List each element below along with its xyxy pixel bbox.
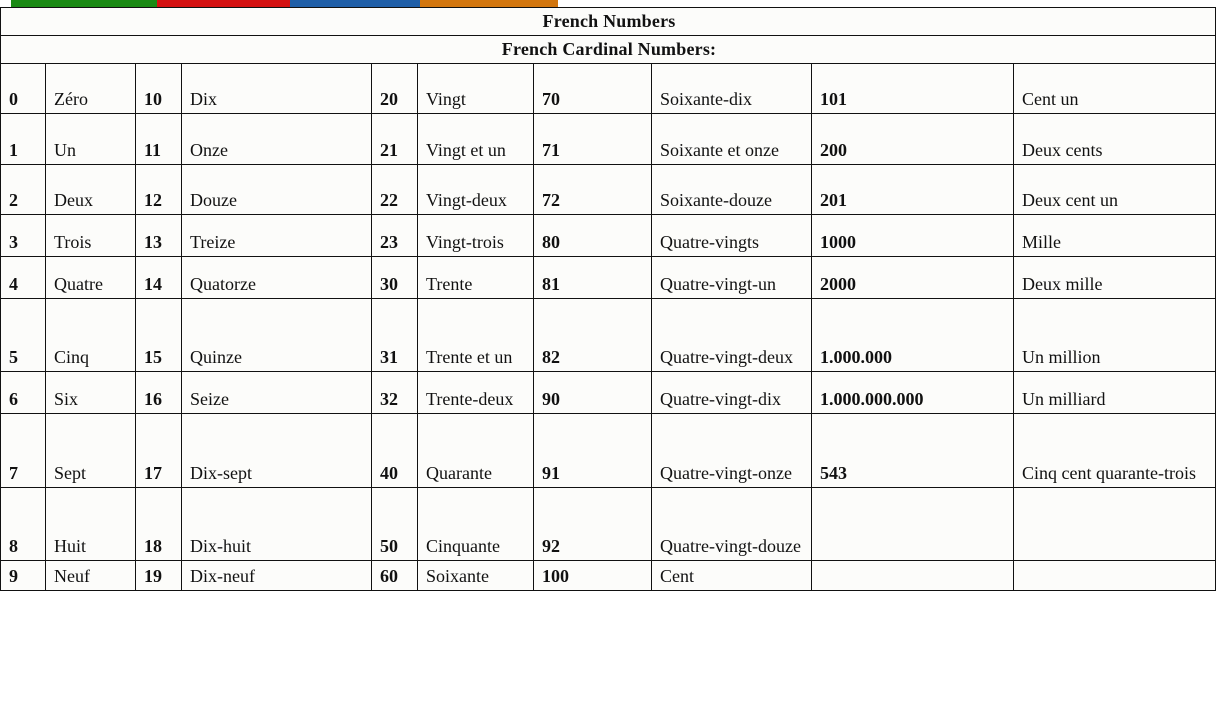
french-word-cell: Quatorze: [182, 257, 372, 299]
numeral-cell: 543: [812, 414, 1014, 488]
table-row: [1, 299, 1216, 372]
numeral-cell: 11: [136, 114, 182, 165]
numeral-cell: 20: [372, 64, 418, 114]
numeral-cell: 15: [136, 299, 182, 372]
page-title: French Numbers: [1, 8, 1216, 36]
french-word-cell: Dix-huit: [182, 488, 372, 561]
numeral-cell: 72: [534, 165, 652, 215]
french-word-cell: Vingt et un: [418, 114, 534, 165]
numeral-cell: 31: [372, 299, 418, 372]
french-word-cell: Trois: [46, 215, 136, 257]
table-row: [1, 414, 1216, 488]
decorative-color-bar: [0, 0, 1015, 7]
numeral-cell: 200: [812, 114, 1014, 165]
numeral-cell: 90: [534, 372, 652, 414]
numeral-cell: 1000: [812, 215, 1014, 257]
french-word-cell: Deux cent un: [1014, 165, 1216, 215]
numeral-cell: 40: [372, 414, 418, 488]
numeral-cell: 80: [534, 215, 652, 257]
french-numbers-table: [0, 7, 1216, 591]
numeral-cell: 22: [372, 165, 418, 215]
french-word-cell: Un milliard: [1014, 372, 1216, 414]
table-row: [1, 215, 1216, 257]
french-word-cell: Cent: [652, 561, 812, 591]
french-word-cell: Quatre: [46, 257, 136, 299]
french-word-cell: Quatre-vingt-un: [652, 257, 812, 299]
french-word-cell: Soixante et onze: [652, 114, 812, 165]
table-row: [1, 257, 1216, 299]
numeral-cell: 12: [136, 165, 182, 215]
french-word-cell: [1014, 488, 1216, 561]
table-row: [1, 114, 1216, 165]
numeral-cell: 10: [136, 64, 182, 114]
green-segment: [11, 0, 157, 7]
french-word-cell: Sept: [46, 414, 136, 488]
orange-segment: [420, 0, 558, 7]
french-word-cell: Trente-deux: [418, 372, 534, 414]
french-word-cell: Vingt-trois: [418, 215, 534, 257]
french-word-cell: Onze: [182, 114, 372, 165]
numeral-cell: 71: [534, 114, 652, 165]
french-word-cell: Quatre-vingt-dix: [652, 372, 812, 414]
numeral-cell: 100: [534, 561, 652, 591]
numeral-cell: 0: [1, 64, 46, 114]
french-word-cell: Dix-sept: [182, 414, 372, 488]
table-body: [1, 8, 1216, 64]
french-word-cell: Cinq: [46, 299, 136, 372]
french-word-cell: Dix-neuf: [182, 561, 372, 591]
french-word-cell: Treize: [182, 215, 372, 257]
french-word-cell: Quinze: [182, 299, 372, 372]
table-row: [1, 488, 1216, 561]
french-word-cell: Zéro: [46, 64, 136, 114]
french-word-cell: Mille: [1014, 215, 1216, 257]
section-subtitle: French Cardinal Numbers:: [1, 36, 1216, 64]
red-segment: [157, 0, 290, 7]
subtitle-row: [1, 36, 1216, 64]
table-row: [1, 372, 1216, 414]
french-word-cell: Quatre-vingts: [652, 215, 812, 257]
french-word-cell: [1014, 561, 1216, 591]
french-word-cell: Quarante: [418, 414, 534, 488]
numeral-cell: 92: [534, 488, 652, 561]
numeral-cell: 30: [372, 257, 418, 299]
numeral-cell: 17: [136, 414, 182, 488]
numeral-cell: 1.000.000.000: [812, 372, 1014, 414]
numeral-cell: 1: [1, 114, 46, 165]
numeral-cell: 5: [1, 299, 46, 372]
numeral-cell: 13: [136, 215, 182, 257]
page-body: [0, 7, 1196, 591]
numeral-cell: 91: [534, 414, 652, 488]
french-word-cell: Deux mille: [1014, 257, 1216, 299]
numeral-cell: 18: [136, 488, 182, 561]
french-word-cell: Huit: [46, 488, 136, 561]
french-word-cell: Neuf: [46, 561, 136, 591]
french-word-cell: Cinquante: [418, 488, 534, 561]
french-word-cell: Soixante-douze: [652, 165, 812, 215]
blue-segment: [290, 0, 420, 7]
french-word-cell: Trente: [418, 257, 534, 299]
french-word-cell: Soixante-dix: [652, 64, 812, 114]
numeral-cell: 2: [1, 165, 46, 215]
numeral-cell: 81: [534, 257, 652, 299]
french-word-cell: Dix: [182, 64, 372, 114]
numeral-cell: 4: [1, 257, 46, 299]
numeral-cell: 8: [1, 488, 46, 561]
numeral-cell: 16: [136, 372, 182, 414]
number-grid-body: [1, 64, 1216, 591]
french-word-cell: Deux cents: [1014, 114, 1216, 165]
french-word-cell: Quatre-vingt-douze: [652, 488, 812, 561]
numeral-cell: 60: [372, 561, 418, 591]
french-word-cell: Trente et un: [418, 299, 534, 372]
french-word-cell: Vingt-deux: [418, 165, 534, 215]
french-word-cell: Seize: [182, 372, 372, 414]
french-word-cell: Six: [46, 372, 136, 414]
french-word-cell: Soixante: [418, 561, 534, 591]
numeral-cell: 101: [812, 64, 1014, 114]
numeral-cell: [812, 561, 1014, 591]
french-word-cell: Deux: [46, 165, 136, 215]
numeral-cell: 32: [372, 372, 418, 414]
numeral-cell: 3: [1, 215, 46, 257]
french-word-cell: Cent un: [1014, 64, 1216, 114]
title-row: [1, 8, 1216, 36]
french-word-cell: Un: [46, 114, 136, 165]
numeral-cell: 1.000.000: [812, 299, 1014, 372]
french-word-cell: Cinq cent quarante-trois: [1014, 414, 1216, 488]
numeral-cell: 2000: [812, 257, 1014, 299]
numeral-cell: 14: [136, 257, 182, 299]
numeral-cell: 82: [534, 299, 652, 372]
numeral-cell: 23: [372, 215, 418, 257]
table-row: [1, 64, 1216, 114]
french-word-cell: Douze: [182, 165, 372, 215]
numeral-cell: 19: [136, 561, 182, 591]
french-word-cell: Vingt: [418, 64, 534, 114]
numeral-cell: 21: [372, 114, 418, 165]
table-row: [1, 165, 1216, 215]
french-word-cell: Quatre-vingt-deux: [652, 299, 812, 372]
numeral-cell: 9: [1, 561, 46, 591]
numeral-cell: [812, 488, 1014, 561]
table-row: [1, 561, 1216, 591]
numeral-cell: 6: [1, 372, 46, 414]
numeral-cell: 50: [372, 488, 418, 561]
numeral-cell: 70: [534, 64, 652, 114]
numeral-cell: 7: [1, 414, 46, 488]
french-word-cell: Quatre-vingt-onze: [652, 414, 812, 488]
numeral-cell: 201: [812, 165, 1014, 215]
french-word-cell: Un million: [1014, 299, 1216, 372]
